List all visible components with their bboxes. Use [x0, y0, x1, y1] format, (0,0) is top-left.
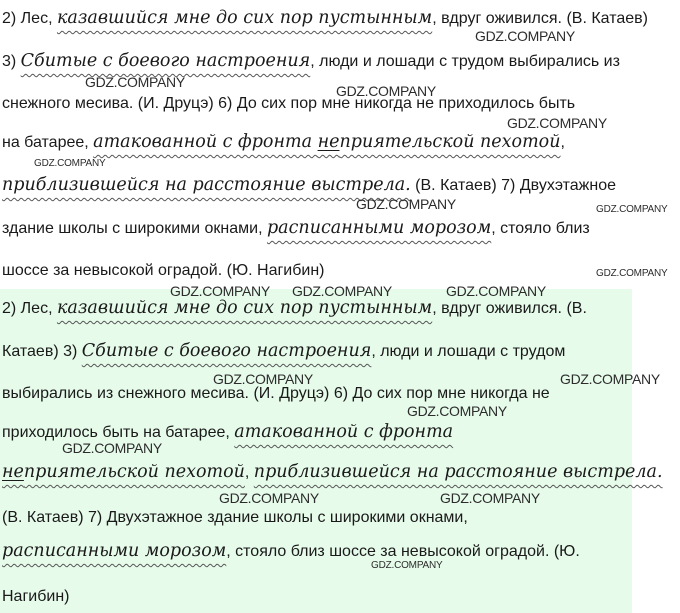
participial-phrase: приблизившейся на расстояние выстрела.	[253, 462, 663, 482]
watermark: GDZ.COMPANY	[440, 490, 540, 506]
participial-phrase: расписанными морозом	[266, 218, 492, 238]
participial-phrase: атакованной с фронта	[234, 422, 454, 442]
participial-phrase: атакованной с фронта неприятельской пехотой	[93, 132, 561, 152]
watermark: GDZ.COMPANY	[507, 115, 607, 131]
text-line: Катаев) 3) Сбитые с боевого настроения, люди и лошади с трудом	[2, 341, 566, 361]
watermark: GDZ.COMPANY	[170, 283, 270, 299]
text-line: выбирались из снежного месива. (И. Друцэ) 6) До сих пор мне никогда не	[2, 385, 550, 402]
participial-phrase: казавшийся мне до сих пор пустынным	[56, 8, 433, 28]
text-line: 3) Сбитые с боевого настроения, люди и лошади с трудом выбирались из	[2, 51, 620, 71]
watermark: GDZ.COMPANY	[85, 74, 185, 90]
watermark: GDZ.COMPANY	[356, 196, 456, 212]
watermark: GDZ.COMPANY	[475, 28, 575, 44]
text-line: здание школы с широкими окнами, расписанными морозом, стояло близ	[2, 218, 590, 238]
watermark: GDZ.COMPANY	[407, 403, 507, 419]
text-line: 2) Лес, казавшийся мне до сих пор пустынным, вдруг оживился. (В. Катаев)	[2, 8, 648, 28]
text-line: Нагибин)	[2, 588, 70, 605]
watermark: GDZ.COMPANY	[560, 371, 660, 387]
participial-phrase: казавшийся мне до сих пор пустынным	[56, 298, 433, 318]
text-line: (В. Катаев) 7) Двухэтажное здание школы с широкими окнами,	[2, 509, 468, 526]
watermark: GDZ.COMPANY	[596, 204, 668, 215]
text-line: на батарее, атакованной с фронта неприятельской пехотой,	[2, 132, 565, 152]
text-line: расписанными морозом, стояло близ шоссе за невысокой оградой. (Ю.	[2, 541, 580, 561]
text-line: приблизившейся на расстояние выстрела. (В. Катаев) 7) Двухэтажное	[2, 175, 617, 195]
watermark: GDZ.COMPANY	[213, 371, 313, 387]
watermark: GDZ.COMPANY	[336, 83, 436, 99]
participial-phrase: Сбитые с боевого настроения	[81, 341, 372, 361]
text-line: приходилось быть на батарее, атакованной с фронта	[2, 422, 454, 442]
watermark: GDZ.COMPANY	[292, 283, 392, 299]
participial-phrase: неприятельской пехотой	[2, 462, 245, 482]
text-line: шоссе за невысокой оградой. (Ю. Нагибин)	[2, 262, 325, 279]
text-line: 2) Лес, казавшийся мне до сих пор пустынным, вдруг оживился. (В.	[2, 298, 587, 318]
watermark: GDZ.COMPANY	[446, 283, 546, 299]
watermark: GDZ.COMPANY	[34, 158, 106, 169]
participial-phrase: расписанными морозом	[2, 541, 227, 561]
watermark: GDZ.COMPANY	[219, 490, 319, 506]
participial-phrase: приблизившейся на расстояние выстрела.	[2, 175, 411, 195]
participial-phrase: Сбитые с боевого настроения	[20, 51, 311, 71]
text-line: снежного месива. (И. Друцэ) 6) До сих пор мне никогда не приходилось быть	[2, 95, 576, 112]
watermark: GDZ.COMPANY	[62, 440, 162, 456]
text-line: неприятельской пехотой, приблизившейся на расстояние выстрела.	[2, 462, 663, 482]
watermark: GDZ.COMPANY	[371, 560, 443, 571]
watermark: GDZ.COMPANY	[596, 268, 668, 279]
